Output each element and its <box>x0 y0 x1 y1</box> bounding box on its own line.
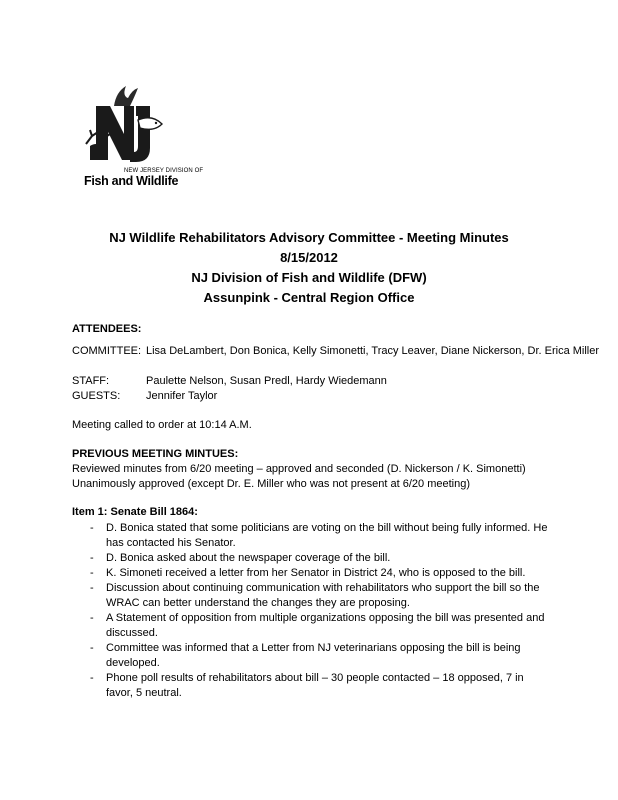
logo-title: Fish and Wildlife <box>84 174 179 188</box>
committee-label: COMMITTEE: <box>72 345 142 357</box>
staff-members: Paulette Nelson, Susan Predl, Hardy Wiedemann <box>146 375 387 387</box>
list-item: - D. Bonica stated that some politicians are voting on the bill without being fully informed. He has contacted his Senator. <box>90 522 548 549</box>
list-item: - K. Simoneti received a letter from her Senator in District 24, who is opposed to the bill. <box>90 567 526 579</box>
list-item: - Committee was informed that a Letter from NJ veterinarians opposing the bill is being developed. <box>90 642 521 669</box>
item1-bullet-list <box>72 521 552 701</box>
previous-minutes-line-2: Unanimously approved (except Dr. E. Miller who was not present at 6/20 meeting) <box>72 478 471 490</box>
previous-minutes-heading: PREVIOUS MEETING MINTUES: <box>72 448 239 460</box>
meeting-date: 8/15/2012 <box>280 250 338 265</box>
list-item: - Phone poll results of rehabilitators about bill – 30 people contacted – 18 opposed, 7 in favor, 5 neutral. <box>90 672 524 699</box>
logo-emblem-icon <box>76 84 188 176</box>
call-to-order: Meeting called to order at 10:14 A.M. <box>72 419 252 431</box>
guests-row <box>72 389 618 404</box>
previous-minutes-line-1: Reviewed minutes from 6/20 meeting – approved and seconded (D. Nickerson / K. Simonetti) <box>72 463 526 475</box>
document-title-block <box>0 228 618 308</box>
organization-name: NJ Division of Fish and Wildlife (DFW) <box>191 270 427 285</box>
staff-row <box>72 374 618 389</box>
document-title: NJ Wildlife Rehabilitators Advisory Committee - Meeting Minutes <box>109 230 509 245</box>
staff-label: STAFF: <box>72 375 110 387</box>
meeting-location: Assunpink - Central Region Office <box>203 290 415 305</box>
item1-heading: Item 1: Senate Bill 1864: <box>72 506 198 518</box>
committee-row <box>72 344 618 374</box>
list-item: - D. Bonica asked about the newspaper coverage of the bill. <box>90 552 391 564</box>
guests-members: Jennifer Taylor <box>146 390 218 402</box>
list-item: - Discussion about continuing communication with rehabilitators who support the bill so the WRAC can better understand the changes they are proposing. <box>90 582 540 609</box>
committee-members: Lisa DeLambert, Don Bonica, Kelly Simonetti, Tracy Leaver, Diane Nickerson, Dr. Erica Miller <box>146 345 600 357</box>
list-item: - A Statement of opposition from multiple organizations opposing the bill was presented and discussed. <box>90 612 545 639</box>
attendees-heading: ATTENDEES: <box>72 323 142 335</box>
logo-subtitle: NEW JERSEY DIVISION OF <box>124 168 204 174</box>
nj-fish-wildlife-logo <box>76 84 204 190</box>
guests-label: GUESTS: <box>72 390 121 402</box>
